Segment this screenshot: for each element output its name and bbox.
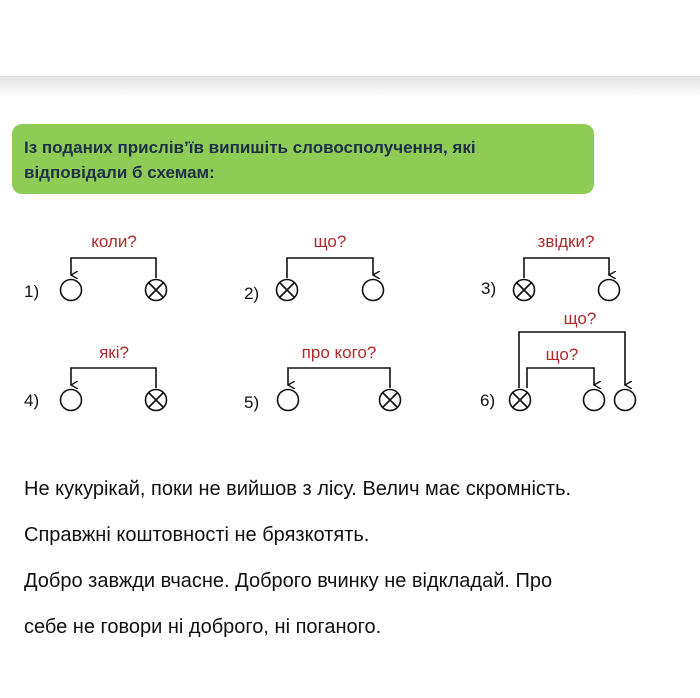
scheme-2-question: що? <box>313 232 347 251</box>
scheme-1-main-word <box>146 280 167 301</box>
scheme-3-number: 3) <box>481 279 497 298</box>
scheme-6-number: 6) <box>480 391 496 410</box>
scheme-6-dependent-word-2 <box>615 390 636 411</box>
proverbs-line-2: Справжні коштовності не брязкотять. <box>24 524 370 546</box>
scheme-1 <box>24 232 167 301</box>
scheme-5-dependent-word <box>278 390 299 411</box>
scheme-3-arrow <box>524 258 609 278</box>
scheme-5-question: про кого? <box>301 343 377 362</box>
scheme-2-number: 2) <box>244 284 260 303</box>
scheme-6-arrow-inner <box>527 368 594 388</box>
scheme-3-dependent-word <box>599 280 620 301</box>
scheme-3-main-word <box>514 280 535 301</box>
scheme-2-dependent-word <box>363 280 384 301</box>
scheme-4-arrow <box>71 368 156 388</box>
scheme-6-question-outer: що? <box>563 309 597 328</box>
task-line-2: відповідали б схемам: <box>24 163 215 182</box>
scheme-2-main-word <box>277 280 298 301</box>
scheme-6 <box>480 309 636 411</box>
scheme-2 <box>244 232 384 303</box>
scheme-5-arrow <box>288 368 390 388</box>
scheme-6-main-word <box>510 390 531 411</box>
scheme-5-main-word <box>380 390 401 411</box>
scheme-4-question: які? <box>99 343 129 362</box>
proverbs-text <box>24 466 700 650</box>
scheme-5-number: 5) <box>244 393 260 412</box>
proverbs-line-1: Не кукурікай, поки не вийшов з лісу. Велич має скромність. <box>24 478 572 500</box>
proverbs-line-4: себе не говори ні доброго, ні поганого. <box>24 616 382 638</box>
scheme-4-main-word <box>146 390 167 411</box>
scheme-1-dependent-word <box>61 280 82 301</box>
scheme-1-number: 1) <box>24 282 40 301</box>
scheme-1-arrow <box>71 258 156 278</box>
scheme-4-number: 4) <box>24 391 40 410</box>
scheme-6-dependent-word-1 <box>584 390 605 411</box>
scheme-4 <box>24 343 167 411</box>
scheme-4-dependent-word <box>61 390 82 411</box>
scheme-3 <box>481 232 620 301</box>
scheme-2-arrow <box>287 258 373 278</box>
scheme-1-question: коли? <box>91 232 137 251</box>
scheme-6-question-inner: що? <box>545 345 579 364</box>
scheme-5 <box>244 343 401 412</box>
scheme-3-question: звідки? <box>537 232 595 251</box>
task-line-1: Із поданих прислів’їв випишіть словосполучення, які <box>24 138 476 157</box>
proverbs-line-3: Добро завжди вчасне. Доброго вчинку не відкладай. Про <box>24 570 553 592</box>
